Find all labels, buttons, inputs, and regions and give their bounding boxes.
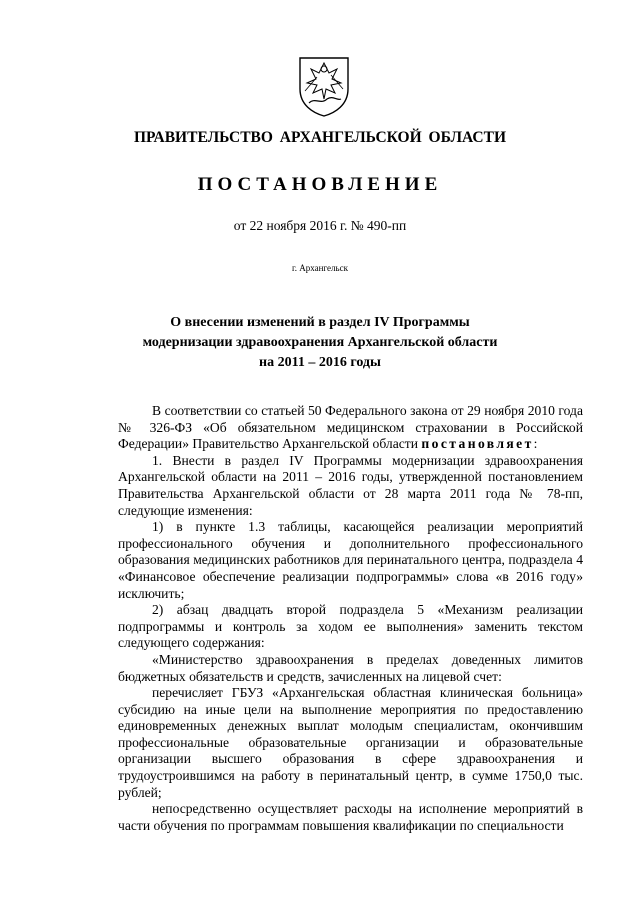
document-title: [0, 313, 640, 373]
paragraph-quote-start: «Министерство здравоохранения в пределах доведенных лимитов бюджетных обязательств и средств, зачисленных на лицевой счет:: [118, 651, 583, 684]
document-body: [118, 403, 583, 834]
city: г. Архангельск: [292, 263, 348, 273]
title-line-1: О внесении изменений в раздел IV Программы: [170, 315, 470, 330]
government-name: ПРАВИТЕЛЬСТВО АРХАНГЕЛЬСКОЙ ОБЛАСТИ: [133, 129, 506, 146]
preamble-end: :: [533, 436, 538, 452]
preamble-text: В соответствии со статьей 50 Федерального закона от 29 ноября 2010 года № 326-ФЗ «Об обязательном медицинском страховании в Российской Федерации» Правительство Архангельской области: [118, 403, 583, 452]
paragraph-direct-expenses: непосредственно осуществляет расходы на исполнение мероприятий в части обучения по программам повышения квалификации по специальности: [118, 801, 583, 833]
date-number: от 22 ноября 2016 г. № 490-пп: [233, 218, 407, 233]
paragraph-preamble: [118, 403, 583, 453]
document-type: ПОСТАНОВЛЕНИЕ: [197, 174, 443, 195]
paragraph-item-1: 1. Внести в раздел IV Программы модернизации здравоохранения Архангельской области на 2011 – 2016 годы, утвержденной постановлением Правительства Архангельской области от 28 марта 2011 года № 78-пп, следующие изменения:: [118, 452, 583, 518]
coat-of-arms-icon: [297, 55, 351, 117]
title-line-3: на 2011 – 2016 годы: [259, 355, 381, 370]
paragraph-transfers: перечисляет ГБУЗ «Архангельская областная клиническая больница» субсидию на иные цели на выполнение мероприятия по предоставлению единовременных денежных выплат молодым специалистам, окончившим профессиональные образовательные организации и образовательные организации высшего образования в сфере здравоохранения и трудоустроившимся на работу в перинатальный центр, в сумме 1750,0 тыс. рублей;: [118, 685, 583, 800]
paragraph-subitem-1: 1) в пункте 1.3 таблицы, касающейся реализации мероприятий профессионального обучения и дополнительного профессионального образования медицинских работников для перинатального центра, подраздела 4 «Финансовое обеспечение реализации подпрограммы» слова «в 2016 году» исключить;: [118, 519, 583, 601]
title-line-2: модернизации здравоохранения Архангельской области: [142, 335, 498, 350]
paragraph-subitem-2: 2) абзац двадцать второй подраздела 5 «Механизм реализации подпрограммы и контроль за ходом ее выполнения» заменить текстом следующего содержания:: [118, 602, 583, 651]
resolves-word: постановляет: [421, 436, 534, 452]
